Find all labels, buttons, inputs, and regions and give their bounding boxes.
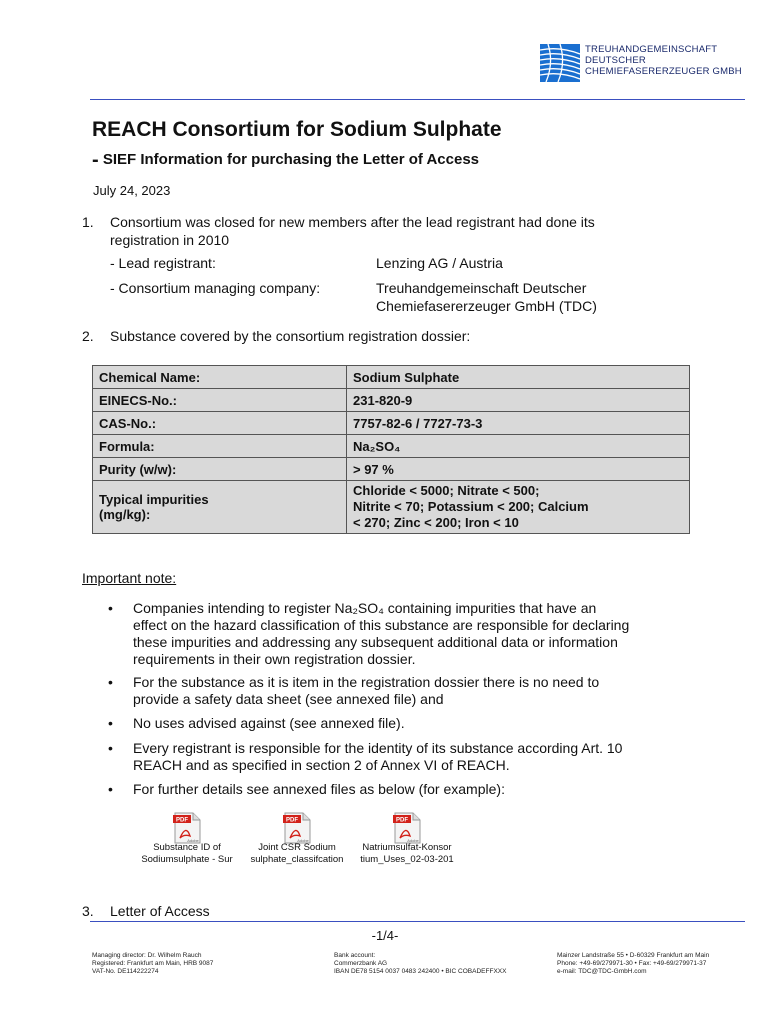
- tdc-logo-icon: [540, 44, 580, 82]
- subtitle-dash: -: [92, 149, 99, 171]
- pdf-file-icon: [392, 812, 422, 844]
- logo-line: TREUHANDGEMEINSCHAFT: [585, 44, 718, 55]
- table-value-cell: [347, 481, 690, 534]
- bullet-line: provide a safety data sheet (see annexed file) and: [133, 691, 444, 707]
- bullet-icon: •: [108, 600, 113, 616]
- attachment-label-line: sulphate_classifcation: [250, 854, 344, 865]
- footer-middle: [334, 952, 506, 976]
- bullet-line: For further details see annexed files as below (for example):: [133, 781, 505, 797]
- managing-company-line: Treuhandgemeinschaft Deutscher: [376, 280, 587, 296]
- section-2-text: Substance covered by the consortium registration dossier:: [110, 328, 471, 344]
- section-1-text: [110, 213, 595, 249]
- footer-line: Phone: +49-69/279971-30 • Fax: +49-69/279971-37: [557, 960, 707, 967]
- table-row: [93, 481, 690, 534]
- table-label-cell: EINECS-No.:: [93, 389, 347, 412]
- table-value-cell: 231-820-9: [347, 389, 690, 412]
- table-value-cell: 7757-82-6 / 7727-73-3: [347, 412, 690, 435]
- pdf-file-icon: [282, 812, 312, 844]
- impurities-label-line: Typical impurities: [99, 492, 209, 507]
- bullet-icon: •: [108, 674, 113, 690]
- attachment-substance-id[interactable]: [132, 812, 242, 872]
- substance-table: [92, 365, 690, 534]
- attachment-joint-csr[interactable]: [242, 812, 352, 872]
- impurities-line: Nitrite < 70; Potassium < 200; Calcium: [353, 499, 589, 514]
- bullet-line: requirements in their own registration dossier.: [133, 651, 416, 667]
- attachment-label-line: Sodiumsulphate - Sur: [141, 854, 233, 865]
- footer-line: Bank account:: [334, 952, 376, 959]
- bullet-item: [133, 740, 685, 774]
- bullet-item: [133, 715, 685, 732]
- table-value-cell: Sodium Sulphate: [347, 366, 690, 389]
- company-logo-text: [585, 44, 742, 77]
- footer-rule: [90, 921, 745, 922]
- table-label-cell: Formula:: [93, 435, 347, 458]
- pdf-badge-text: PDF: [176, 817, 188, 824]
- bullet-line: No uses advised against (see annexed file).: [133, 715, 405, 731]
- bullet-line: effect on the hazard classification of this substance are responsible for declaring: [133, 617, 630, 633]
- pdf-badge-text: PDF: [396, 817, 408, 824]
- pdf-brand-text: Adobe: [297, 838, 309, 843]
- table-row: [93, 366, 690, 389]
- attachment-label-line: Joint CSR Sodium: [258, 842, 336, 853]
- attachment-label: [132, 842, 242, 866]
- document-date: July 24, 2023: [93, 183, 171, 198]
- document-title: REACH Consortium for Sodium Sulphate: [92, 118, 502, 141]
- footer-line: IBAN DE78 5154 0037 0483 242400 • BIC COBADEFFXXX: [334, 968, 507, 975]
- section-1-line: Consortium was closed for new members after the lead registrant had done its: [110, 214, 595, 230]
- attachment-label: [352, 842, 462, 866]
- footer-right: [557, 952, 709, 976]
- section-1-number: 1.: [82, 214, 94, 230]
- footer-line: Mainzer Landstraße 55 • D-60329 Frankfurt am Main: [557, 952, 710, 959]
- lead-registrant-value: Lenzing AG / Austria: [376, 255, 503, 271]
- table-row: [93, 458, 690, 481]
- table-label-cell: [93, 481, 347, 534]
- page-number: -1/4-: [371, 928, 399, 943]
- bullet-item: [133, 600, 685, 668]
- table-label-cell: CAS-No.:: [93, 412, 347, 435]
- pdf-brand-text: Adobe: [187, 838, 199, 843]
- section-2-number: 2.: [82, 328, 94, 344]
- attachment-label-line: tium_Uses_02-03-201: [360, 854, 454, 865]
- pdf-badge-text: PDF: [286, 817, 298, 824]
- bullet-item: [133, 781, 685, 798]
- bullet-line: Every registrant is responsible for the identity of its substance according Art. 10: [133, 740, 623, 756]
- managing-company-line: Chemiefasererzeuger GmbH (TDC): [376, 298, 597, 314]
- bullet-line: For the substance as it is item in the registration dossier there is no need to: [133, 674, 600, 690]
- subtitle-text: SIEF Information for purchasing the Letter of Access: [102, 151, 480, 168]
- attachment-label-line: Natriumsulfat-Konsor: [362, 842, 452, 853]
- section-3-number: 3.: [82, 903, 94, 919]
- bullet-line: Companies intending to register Na₂SO₄ containing impurities that have an: [133, 600, 597, 616]
- logo-line: CHEMIEFASERERZEUGER GMBH: [585, 66, 742, 77]
- bullet-icon: •: [108, 740, 113, 756]
- attachment-label: [242, 842, 352, 866]
- table-row: [93, 435, 690, 458]
- bullet-icon: •: [108, 781, 113, 797]
- impurities-label-line: (mg/kg):: [99, 507, 151, 522]
- attachment-uses[interactable]: [352, 812, 462, 872]
- table-label-cell: Purity (w/w):: [93, 458, 347, 481]
- important-note-heading: Important note:: [82, 570, 177, 586]
- logo-line: DEUTSCHER: [585, 55, 646, 66]
- managing-company-label: - Consortium managing company:: [110, 280, 321, 296]
- bullet-line: REACH and as specified in section 2 of Annex VI of REACH.: [133, 757, 510, 773]
- footer-line: Registered: Frankfurt am Main, HRB 9087: [92, 960, 214, 967]
- footer-line: Commerzbank AG: [334, 960, 388, 967]
- footer-line: e-mail: TDC@TDC-GmbH.com: [557, 968, 647, 975]
- pdf-file-icon: [172, 812, 202, 844]
- table-row: [93, 412, 690, 435]
- attachment-label-line: Substance ID of: [153, 842, 221, 853]
- bullet-item: [133, 674, 685, 708]
- table-label-cell: Chemical Name:: [93, 366, 347, 389]
- pdf-brand-text: Adobe: [407, 838, 419, 843]
- document-subtitle: [92, 149, 479, 172]
- footer-line: Managing director: Dr. Wilhelm Rauch: [92, 952, 202, 959]
- table-row: [93, 389, 690, 412]
- header-rule: [90, 99, 745, 100]
- managing-company-value: [376, 279, 597, 315]
- footer-line: VAT-No. DE114222274: [92, 968, 159, 975]
- lead-registrant-label: - Lead registrant:: [110, 255, 216, 271]
- table-value-cell: > 97 %: [347, 458, 690, 481]
- impurities-line: Chloride < 5000; Nitrate < 500;: [353, 483, 540, 498]
- table-value-cell: Na₂SO₄: [347, 435, 690, 458]
- impurities-line: < 270; Zinc < 200; Iron < 10: [353, 515, 519, 530]
- section-1-line: registration in 2010: [110, 232, 230, 248]
- bullet-icon: •: [108, 715, 113, 731]
- footer-left: [92, 952, 213, 976]
- bullet-line: these impurities and addressing any subsequent additional data or information: [133, 634, 618, 650]
- section-3-text: Letter of Access: [110, 903, 210, 919]
